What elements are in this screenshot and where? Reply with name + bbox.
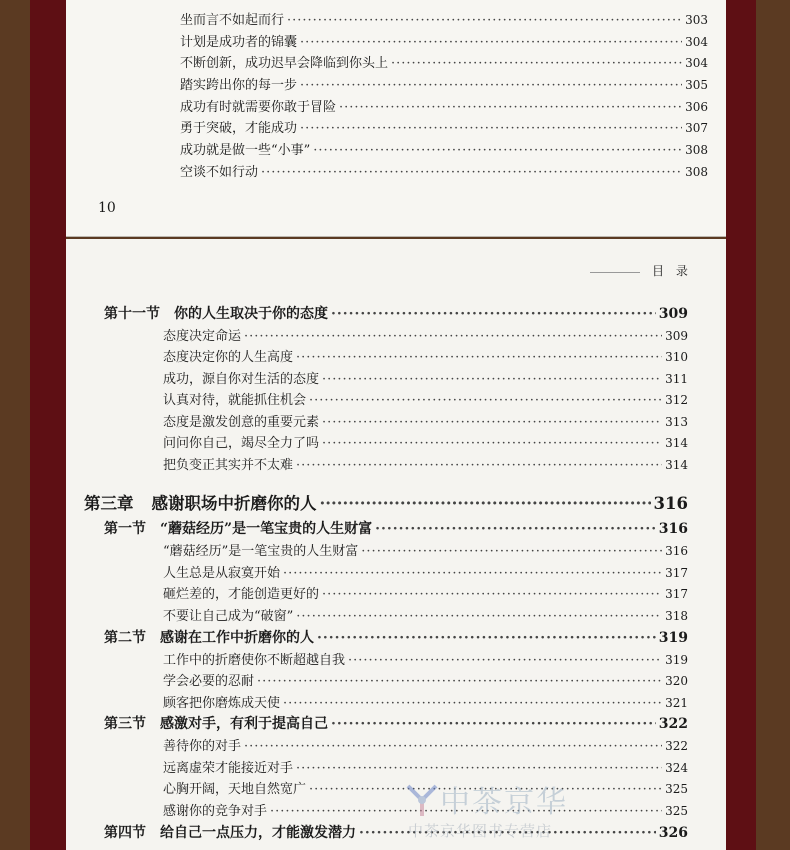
toc-entry [180,74,708,93]
toc-entry-page: 321 [665,696,688,710]
section-page: 326 [658,825,688,841]
leader-dots [322,415,662,430]
watermark-brand: 中茶京华 [440,785,568,820]
toc-entry [180,52,708,71]
toc-entry-title: 空谈不如行动 [180,165,259,180]
toc-entry-page: 314 [665,458,688,472]
leader-dots [287,13,682,28]
toc-entry [180,96,708,115]
toc-entry-title: 感谢你的竞争对手 [163,804,268,819]
toc-entry-title: 成功就是做一些“小事” [180,143,311,158]
toc-entry-page: 316 [665,544,688,558]
section-page: 319 [658,630,688,646]
leader-dots [296,458,662,473]
page-number: 10 [98,200,116,216]
toc-entry-page: 319 [665,653,688,667]
toc-section-heading [104,303,688,323]
section-label: 第十一节 [104,306,160,322]
toc-entry-title: “蘑菇经历”是一笔宝贵的人生财富 [163,544,359,559]
toc-entry-title: 态度决定你的人生高度 [163,350,294,365]
leader-dots [283,696,662,711]
toc-entry-title: 人生总是从寂寞开始 [163,566,281,581]
toc-entry-title: 心胸开阔，天地自然宽广 [163,782,307,797]
toc-entry-title: 坐而言不如起而行 [180,13,285,28]
toc-section-heading [104,518,688,538]
section-label: 第一节 [104,521,146,537]
leader-dots [322,372,662,387]
toc-entry-title: 成功，源自你对生活的态度 [163,372,320,387]
section-label: 第二节 [104,630,146,646]
toc-entry-title: 不断创新，成功迟早会降临到你头上 [180,56,389,71]
section-label: 第三节 [104,716,146,732]
leader-dots [296,609,662,624]
leader-dots [348,653,662,668]
toc-entry-title: 砸烂差的，才能创造更好的 [163,587,320,602]
toc-entry [163,562,688,581]
toc-entry [163,368,688,387]
toc-entry-page: 303 [685,13,708,27]
toc-entry [163,325,688,344]
leader-dots [375,521,656,537]
toc-entry [180,117,708,136]
toc-entry-page: 312 [665,393,688,407]
toc-entry-title: 勇于突破，才能成功 [180,121,298,136]
toc-entry-title: 工作中的折磨使你不断超越自我 [163,653,346,668]
toc-entry-page: 305 [685,78,708,92]
leader-dots [296,350,662,365]
leader-dots [244,739,662,754]
toc-entry [163,411,688,430]
toc-entry [163,735,688,754]
header-rule [590,272,640,273]
toc-entry-page: 317 [665,566,688,580]
leader-dots [300,35,682,50]
section-title: 给自己一点压力，才能激发潜力 [160,825,356,841]
toc-entry-title: 不要让自己成为“破窗” [163,609,294,624]
leader-dots [322,436,662,451]
section-page: 322 [658,716,688,732]
toc-entry-page: 322 [665,739,688,753]
leader-dots [309,393,662,408]
section-page: 316 [658,521,688,537]
toc-entry-page: 308 [685,143,708,157]
toc-entry [163,454,688,473]
section-title: “蘑菇经历”是一笔宝贵的人生财富 [160,521,373,537]
toc-entry [180,9,708,28]
toc-entry-title: 认真对待，就能抓住机会 [163,393,307,408]
leader-dots [391,56,682,71]
toc-entry-page: 304 [685,56,708,70]
toc-entry [180,31,708,50]
section-label: 第四节 [104,825,146,841]
toc-entry [163,432,688,451]
toc-entry-page: 318 [665,609,688,623]
toc-section-heading [104,822,688,842]
leader-dots [361,544,662,559]
leader-dots [300,78,682,93]
toc-entry-title: 态度是激发创意的重要元素 [163,415,320,430]
section-page: 309 [658,306,688,322]
toc-section-heading [104,627,688,647]
leader-dots [322,587,662,602]
toc-entry-title: 远离虚荣才能接近对手 [163,761,294,776]
brand-logo-icon [402,780,442,820]
toc-chapter-heading [84,490,688,514]
toc-entry-page: 306 [685,100,708,114]
book-spine-left [30,0,66,850]
toc-entry-page: 317 [665,587,688,601]
toc-entry-page: 314 [665,436,688,450]
toc-entry [163,389,688,408]
toc-entry-page: 308 [685,165,708,179]
toc-entry-page: 311 [665,372,688,386]
leader-dots [313,143,682,158]
toc-entry [163,670,688,689]
book-edge-right [726,0,756,850]
toc-entry [163,692,688,711]
toc-entry-page: 307 [685,121,708,135]
toc-entry [180,161,708,180]
toc-entry-page: 325 [665,782,688,796]
leader-dots [244,329,662,344]
toc-section-heading [104,713,688,733]
running-head: 目 录 [652,264,692,278]
leader-dots [283,566,662,581]
toc-entry [163,649,688,668]
leader-dots [257,674,662,689]
leader-dots [331,716,656,732]
toc-entry-page: 310 [665,350,688,364]
toc-entry-title: 态度决定命运 [163,329,242,344]
chapter-title: 感谢职场中折磨你的人 [151,494,317,513]
toc-entry-title: 问问你自己，竭尽全力了吗 [163,436,320,451]
toc-entry-page: 325 [665,804,688,818]
leader-dots [339,100,682,115]
leader-dots [317,630,656,646]
toc-entry [163,605,688,624]
leader-dots [296,761,662,776]
toc-entry [180,139,708,158]
toc-entry [163,757,688,776]
watermark-store: 中茶京华图书专营店 [408,822,553,840]
toc-entry [163,540,688,559]
toc-entry [163,583,688,602]
toc-entry-title: 成功有时就需要你敢于冒险 [180,100,337,115]
chapter-page: 316 [653,494,688,513]
toc-entry-page: 320 [665,674,688,688]
leader-dots [261,165,682,180]
leader-dots [300,121,682,136]
section-title: 感谢在工作中折磨你的人 [160,630,314,646]
toc-entry-title: 踏实跨出你的每一步 [180,78,298,93]
toc-entry-page: 324 [665,761,688,775]
toc-entry-page: 313 [665,415,688,429]
toc-entry-title: 计划是成功者的锦囊 [180,35,298,50]
toc-entry-title: 把负变正其实并不太难 [163,458,294,473]
leader-dots [320,494,651,513]
chapter-label: 第三章 [84,494,134,513]
toc-entry-page: 309 [665,329,688,343]
toc-entry-title: 善待你的对手 [163,739,242,754]
section-title: 感激对手，有利于提高自己 [160,716,328,732]
leader-dots [331,306,656,322]
toc-entry [163,346,688,365]
toc-entry-page: 304 [685,35,708,49]
toc-entry-title: 学会必要的忍耐 [163,674,255,689]
toc-entry-title: 顾客把你磨炼成天使 [163,696,281,711]
section-title: 你的人生取决于你的态度 [174,306,328,322]
